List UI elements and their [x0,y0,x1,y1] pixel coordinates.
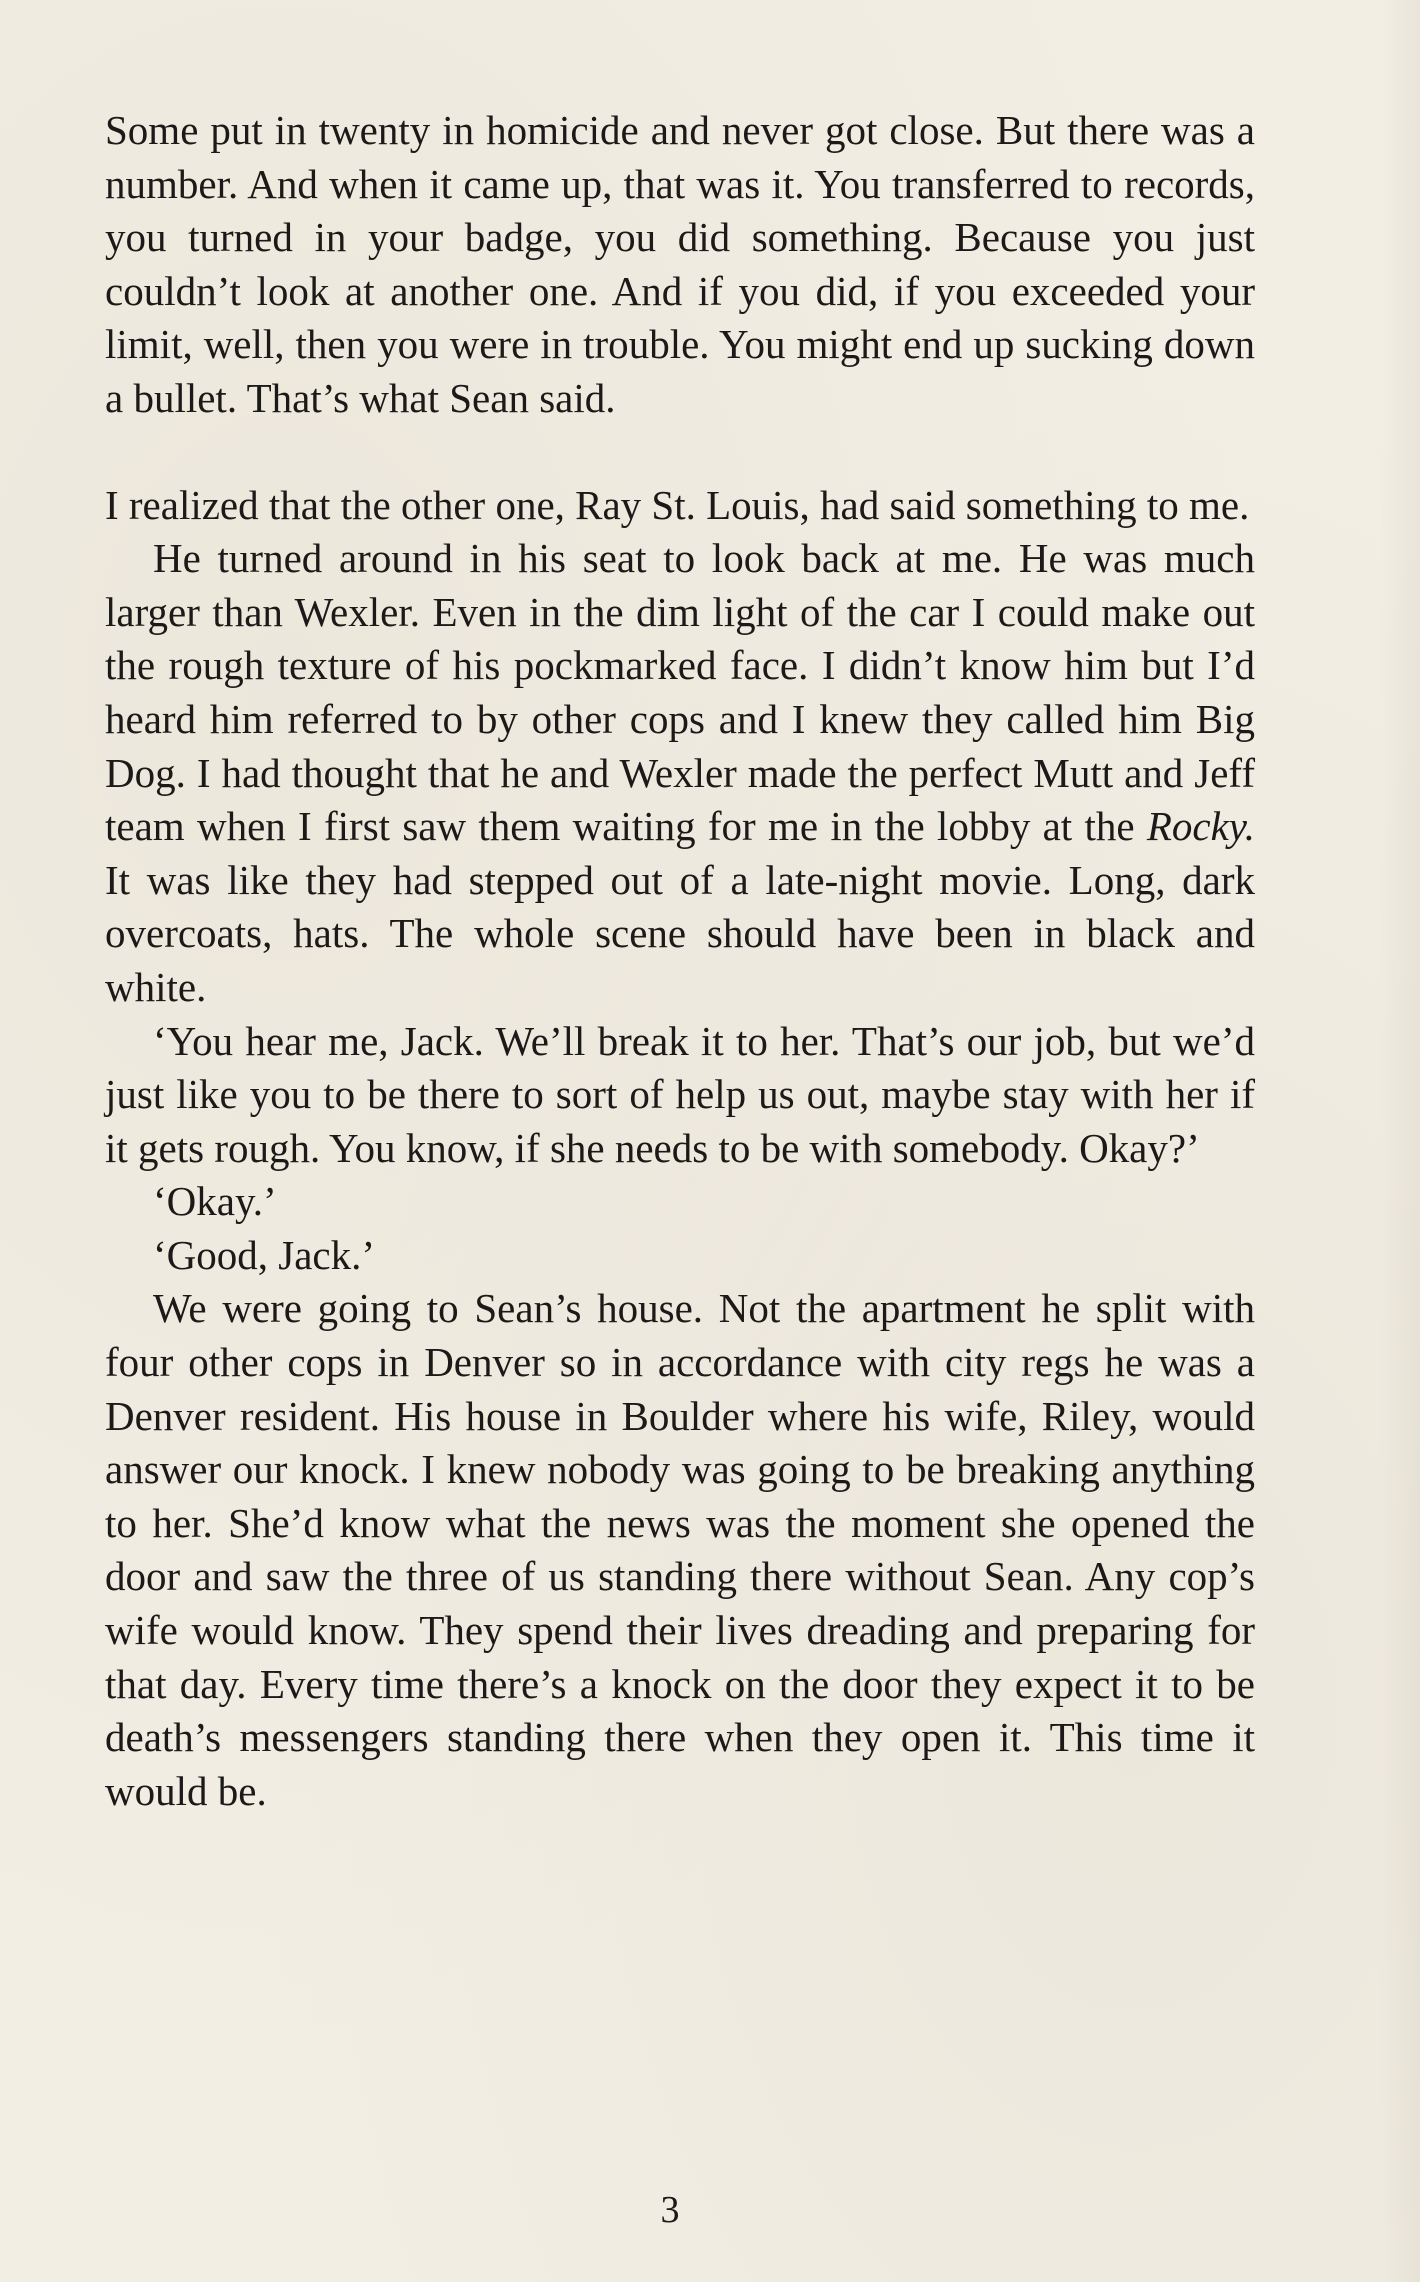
paragraph-3-part-a: He turned around in his seat to look back at me. He was much larger than Wexler. Even in the dim light of the car I could make out the rough texture of his pockmarked face. I didn’t know him but I’d heard him referred to by other cops and I knew they called him Big Dog. I had thought that he and Wexler made the perfect Mutt and Jeff team when I first saw them waiting for me in the lobby at the [105,535,1255,850]
paragraph-3-italic-title: Rocky. [1146,803,1255,850]
paragraph-1: Some put in twenty in homicide and never got close. But there was a number. And when it came up, that was it. You transferred to records, you turned in your badge, you did something. Because you just couldn’t look at another one. And if you did, if you exceeded your limit, well, then you were in trouble. You might end up sucking down a bullet. That’s what Sean said. [105,107,1255,421]
section-break [105,426,1255,479]
paragraph-5: ‘Okay.’ [153,1178,277,1225]
paragraph-7: We were going to Sean’s house. Not the apartment he split with four other cops in Denver so in accordance with city regs he was a Denver resident. His house in Boulder where his wife, Riley, would answer our knock. I knew nobody was going to be breaking anything to her. She’d know what the news was the moment she opened the door and saw the three of us standing there without Sean. Any cop’s wife would know. They spend their lives dreading and preparing for that day. Every time there’s a knock on the door they expect it to be death’s messengers standing there when they open it. This time it would be. [105,1285,1255,1814]
paragraph-3-part-c: It was like they had stepped out of a late-night movie. Long, dark overcoats, hats. The whole scene should have been in black and white. [105,856,1255,1010]
paragraph-4: ‘You hear me, Jack. We’ll break it to her. That’s our job, but we’d just like you to be there to sort of help us out, maybe stay with her if it gets rough. You know, if she needs to be with somebody. Okay?’ [105,1017,1255,1171]
body-text [105,104,1255,1818]
paragraph-6: ‘Good, Jack.’ [153,1231,376,1278]
paragraph-2: I realized that the other one, Ray St. Louis, had said something to me. [105,481,1250,528]
paragraph-3 [105,532,1255,1014]
page-number: 3 [660,2189,680,2231]
